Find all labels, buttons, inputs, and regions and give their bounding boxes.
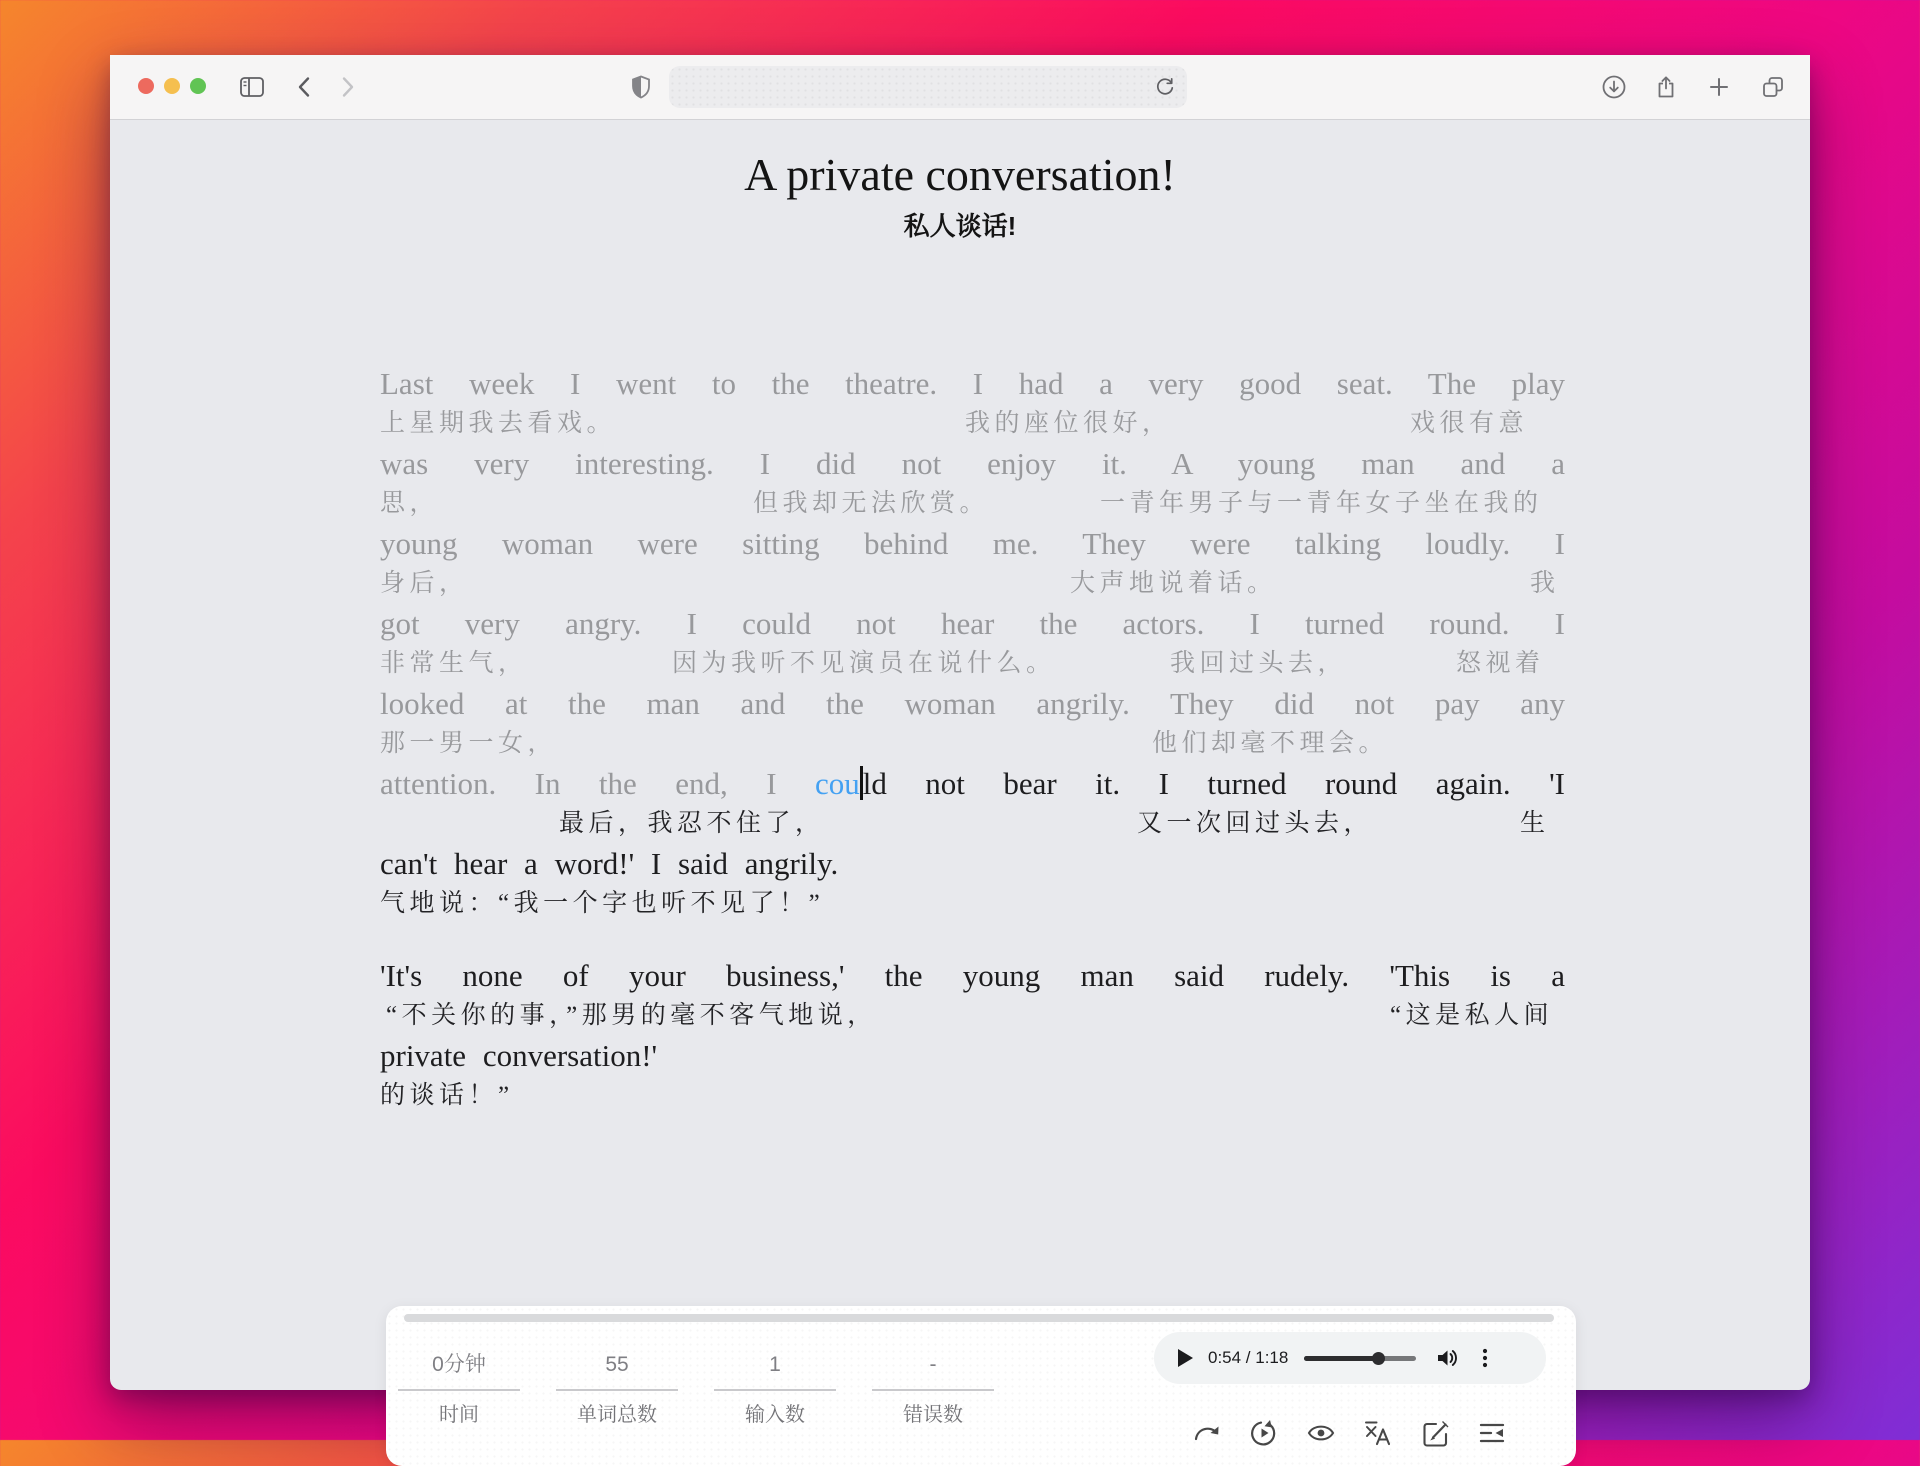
traffic-lights (138, 78, 206, 94)
chinese-segment: 他们却毫不理会。 (1152, 730, 1389, 757)
text-segment: ld not bear it. I turned round again. 'I (862, 766, 1565, 801)
page-title: A private conversation! (744, 149, 1176, 200)
chinese-segment: 又一次回过头去， (1137, 810, 1374, 837)
text-segment: got very angry. I could not hear the actors. I turned round. I (380, 606, 1565, 641)
chinese-segment: 我的座位很好， (965, 410, 1172, 437)
chinese-segment: 最后，我忍不住了， (559, 810, 825, 837)
browser-toolbar (110, 55, 1810, 120)
english-line (380, 601, 1565, 646)
stat-value: - (929, 1353, 937, 1376)
minimize-button[interactable] (164, 78, 180, 94)
chinese-translation-line (380, 998, 1565, 1033)
stat-label: 单词总数 (577, 1404, 657, 1426)
chinese-translation-line (380, 1078, 1565, 1113)
sidebar-toggle-icon[interactable] (239, 74, 265, 100)
text-segment: private conversation!' (380, 1038, 658, 1073)
english-line (380, 761, 1565, 806)
chinese-segment: 生 (1520, 810, 1550, 837)
english-line (380, 841, 1565, 886)
chinese-translation-line (380, 806, 1565, 841)
close-button[interactable] (138, 78, 154, 94)
chinese-translation-line (380, 886, 1565, 921)
english-line (380, 521, 1565, 566)
stat-label: 输入数 (745, 1404, 805, 1426)
stat-divider (398, 1389, 520, 1391)
share-icon[interactable] (1653, 74, 1679, 100)
audio-progress-played (1304, 1356, 1378, 1361)
paragraph (380, 953, 1565, 1113)
stat-label: 时间 (439, 1404, 479, 1426)
volume-icon[interactable] (1434, 1345, 1460, 1371)
text-segment: 'It's none of your business,' the young man said rudely. 'This is a (380, 958, 1565, 993)
english-line (380, 1033, 1565, 1078)
chinese-segment: 怒视着 (1456, 650, 1545, 677)
new-tab-icon[interactable] (1706, 74, 1732, 100)
chinese-segment: 因为我听不见演员在说什么。 (672, 650, 1056, 677)
english-line (380, 681, 1565, 726)
stat-value: 0分钟 (432, 1353, 486, 1376)
stat-value: 1 (769, 1353, 781, 1376)
typed-input-text: cou (814, 766, 860, 801)
english-line (380, 953, 1565, 998)
typing-text-area[interactable] (380, 361, 1565, 1113)
chinese-segment: 身后， (380, 570, 469, 597)
english-line (380, 441, 1565, 486)
chinese-segment: 非常生气， (380, 650, 528, 677)
chinese-segment: 我回过头去， (1170, 650, 1348, 677)
typing-stats-panel (386, 1306, 1576, 1466)
text-segment: was very interesting. I did not enjoy it. A young man and a (380, 446, 1565, 481)
chinese-segment: “不关你的事，”那男的毫不客气地说， (386, 1002, 877, 1029)
forward-icon[interactable] (334, 74, 360, 100)
chinese-segment: “这是私人间 (1390, 1002, 1554, 1029)
page-subtitle: 私人谈话! (903, 211, 1017, 241)
chinese-segment: 上星期我去看戏。 (380, 410, 617, 437)
translate-icon[interactable] (1363, 1418, 1393, 1448)
stat-label: 错误数 (903, 1404, 963, 1426)
zoom-button[interactable] (190, 78, 206, 94)
redo-arrow-icon[interactable] (1192, 1418, 1222, 1448)
replay-audio-icon[interactable] (1249, 1418, 1279, 1448)
play-icon[interactable] (1176, 1348, 1194, 1368)
refresh-icon[interactable] (1153, 75, 1177, 99)
stat-divider (714, 1389, 836, 1391)
audio-time: 0:54 / 1:18 (1208, 1348, 1289, 1367)
audio-progress-thumb[interactable] (1372, 1352, 1385, 1365)
stat-input-count (700, 1352, 850, 1427)
progress-track (404, 1314, 1554, 1322)
stat-value: 55 (605, 1353, 629, 1376)
more-options-icon[interactable] (1472, 1345, 1498, 1371)
privacy-shield-icon[interactable] (628, 74, 654, 100)
text-segment: looked at the man and the woman angrily. They did not pay any (380, 686, 1565, 721)
show-text-eye-icon[interactable] (1306, 1418, 1336, 1448)
playlist-icon[interactable] (1477, 1418, 1507, 1448)
tab-overview-icon[interactable] (1760, 74, 1786, 100)
text-segment: young woman were sitting behind me. They were talking loudly. I (380, 526, 1565, 561)
text-segment: can't hear a word!' I said angrily. (380, 846, 839, 881)
stat-time (384, 1352, 534, 1427)
chinese-translation-line (380, 486, 1565, 521)
chinese-segment: 戏很有意 (1410, 410, 1529, 437)
stat-total-words (542, 1352, 692, 1427)
chinese-translation-line (380, 726, 1565, 761)
text-segment: Last week I went to the theatre. I had a very good seat. The play (380, 366, 1565, 401)
chinese-translation-line (380, 406, 1565, 441)
chinese-translation-line (380, 566, 1565, 601)
chinese-segment: 一青年男子与一青年女子坐在我的 (1100, 490, 1543, 517)
text-segment: attention. In the end, I (380, 766, 815, 801)
address-bar[interactable] (669, 66, 1187, 108)
page-content (110, 146, 1810, 1426)
downloads-icon[interactable] (1601, 74, 1627, 100)
edit-icon[interactable] (1420, 1418, 1450, 1448)
audio-progress-bar[interactable] (1304, 1356, 1416, 1361)
action-toolbar (1192, 1418, 1507, 1448)
browser-window (110, 55, 1810, 1426)
chinese-segment: 但我却无法欣赏。 (753, 490, 990, 517)
chinese-segment: 思， (380, 490, 440, 517)
chinese-segment: 气地说：“我一个字也听不见了！” (380, 890, 825, 917)
stat-errors (858, 1352, 1008, 1427)
english-line (380, 361, 1565, 406)
stat-divider (556, 1389, 678, 1391)
audio-player (1154, 1332, 1546, 1384)
chinese-segment: 我 (1530, 570, 1560, 597)
chinese-segment: 那一男一女， (380, 730, 558, 757)
back-icon[interactable] (292, 74, 318, 100)
paragraph (380, 361, 1565, 921)
chinese-translation-line (380, 646, 1565, 681)
stat-divider (872, 1389, 994, 1391)
chinese-segment: 大声地说着话。 (1070, 570, 1277, 597)
chinese-segment: 的谈话！” (380, 1082, 514, 1109)
